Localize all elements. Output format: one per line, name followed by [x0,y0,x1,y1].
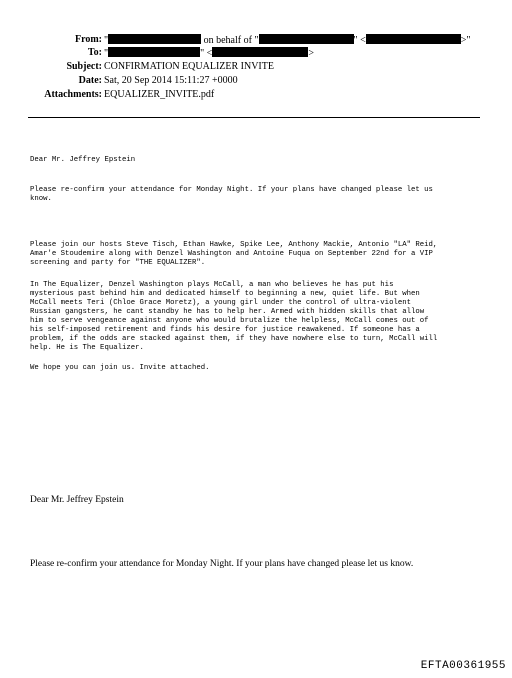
attachments-value[interactable]: EQUALIZER_INVITE.pdf [104,89,215,100]
to-value: " " < > [104,48,314,59]
redaction-block [108,34,201,44]
subject-label: Subject: [66,61,102,72]
date-value: Sat, 20 Sep 2014 15:11:27 +0000 [104,75,238,86]
from-behalf: on behalf of " [203,35,259,46]
redaction-block [366,34,461,44]
confirm-paragraph-html: Please re-confirm your attendance for Monday Night. If your plans have changed please let us know. [30,559,414,569]
date-label: Date: [78,75,102,86]
confirm-paragraph: Please re-confirm your attendance for Monday Night. If your plans have changed please let us know. [30,186,433,203]
hosts-paragraph: Please join our hosts Steve Tisch, Ethan Hawke, Spike Lee, Anthony Mackie, Antonio "LA" Reid, Amar'e Stoudemire along with Denzel Washington and Antoine Fuqua on September 22nd for a VIP screening and party for "THE EQUALIZER". [30,241,438,267]
redaction-block [212,47,308,57]
header-divider [28,117,480,118]
greeting: Dear Mr. Jeffrey Epstein [30,156,136,164]
from-value: " on behalf of " " < >" [104,35,471,46]
synopsis-paragraph: In The Equalizer, Denzel Washington plays McCall, a man who believes he has put his mysterious past behind him and dedicated himself to beginning a new, quiet life. But when McCall meets Teri (Chloe Grace Moretz), a young girl under the control of ultra-violent Russian gangsters, he cant standby he has to help her. Armed with hidden skills that allow him to serve vengeance against anyone who would brutalize the helpless, McCall comes out of his self-imposed retirement and finds his desire for justice reawakened. If someone has a problem, if the odds are stacked against them, if they have nowhere else to turn, McCall will help. He is The Equalizer. [30,281,438,352]
greeting-html: Dear Mr. Jeffrey Epstein [30,495,124,505]
attachments-label: Attachments: [44,89,102,100]
closing-line: We hope you can join us. Invite attached. [30,364,210,372]
bates-number: EFTA00361955 [420,660,506,672]
redaction-block [108,47,200,57]
subject-value: CONFIRMATION EQUALIZER INVITE [104,61,274,72]
to-label: To: [87,47,102,58]
redaction-block [259,34,354,44]
from-label: From: [74,34,102,45]
